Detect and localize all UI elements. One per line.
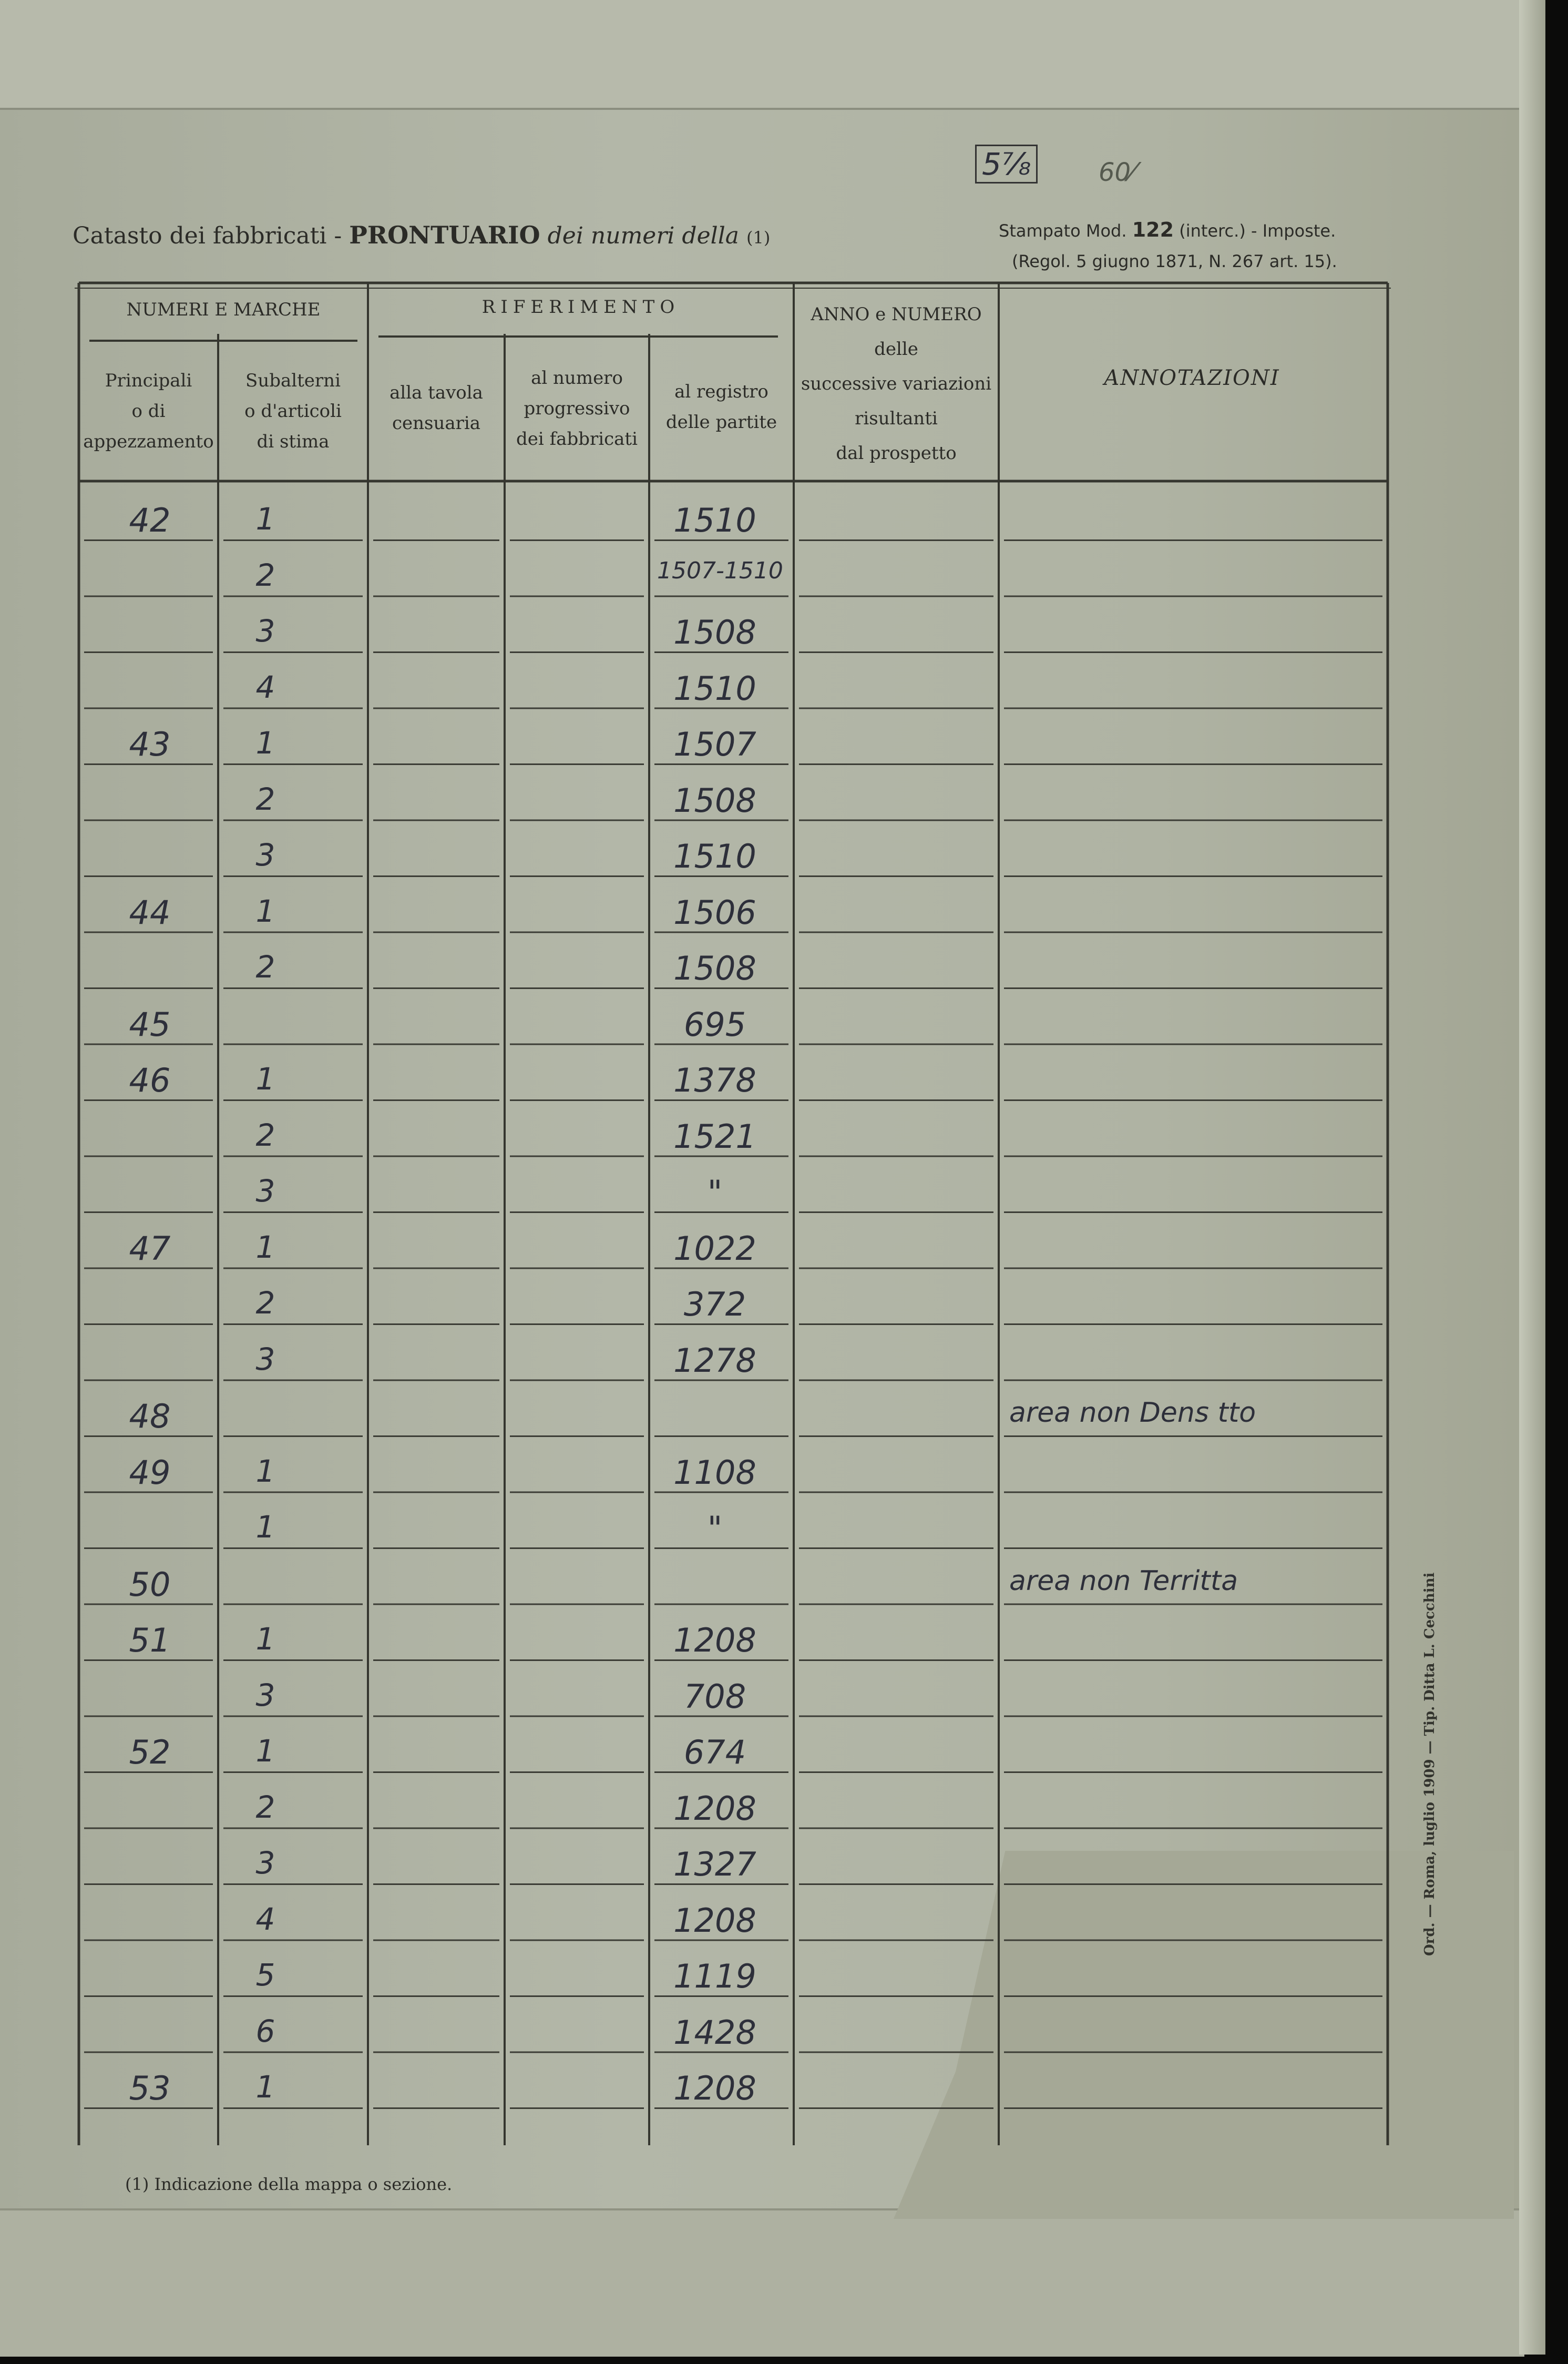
- cell-principale: 52: [129, 1733, 171, 1771]
- header-principali: Principali o di appezzamento: [83, 370, 214, 452]
- cell-subalterno: 1: [255, 501, 275, 537]
- header-subalterni: Subalterni o d'articoli di stima: [244, 370, 342, 452]
- cell-registro: 1508: [673, 781, 756, 820]
- cell-registro: 1510: [673, 837, 756, 875]
- cell-principale: 46: [129, 1061, 171, 1099]
- cell-annotazione: area non Dens tto: [1009, 1397, 1256, 1429]
- cell-registro: 1521: [673, 1117, 756, 1156]
- title-italic: dei numeri della: [547, 222, 739, 249]
- cell-registro: 1108: [673, 1453, 756, 1492]
- cell-registro: 1119: [673, 1957, 756, 1995]
- cell-subalterno: 4: [255, 1901, 275, 1937]
- cell-registro: 1510: [673, 501, 756, 539]
- header-numeri-marche: NUMERI E MARCHE: [126, 299, 321, 320]
- cell-subalterno: 3: [255, 1677, 275, 1713]
- regulation-reference: (Regol. 5 giugno 1871, N. 267 art. 15).: [1012, 251, 1337, 271]
- header-anno: ANNO e NUMERO delle successive variazioni risultanti dal prospetto: [801, 304, 992, 464]
- printer-imprint: Ord. — Roma, luglio 1909 — Tip. Ditta L. Cecchini: [1422, 1572, 1438, 1956]
- cell-registro: 1327: [673, 1845, 756, 1883]
- cell-principale: 45: [129, 1005, 171, 1044]
- cell-registro: 708: [683, 1677, 746, 1716]
- cell-principale: 42: [129, 501, 171, 539]
- cell-subalterno: 3: [255, 1845, 275, 1881]
- cell-principale: 47: [129, 1229, 171, 1268]
- cell-subalterno: 3: [255, 1341, 275, 1377]
- header-registro: al registro delle partite: [665, 381, 777, 433]
- cell-registro: ": [707, 1173, 723, 1211]
- cell-registro: 1510: [673, 669, 756, 708]
- cell-subalterno: 1: [255, 1621, 275, 1657]
- cell-registro: 1378: [673, 1061, 756, 1099]
- cell-subalterno: 5: [255, 1957, 275, 1993]
- header-riferimento: RIFERIMENTO: [481, 297, 680, 318]
- title-prefix: Catasto dei fabbricati -: [73, 222, 350, 249]
- cell-subalterno: 2: [255, 1789, 275, 1825]
- cell-registro: 1208: [673, 2069, 756, 2107]
- cell-registro: 1208: [673, 1789, 756, 1828]
- footnote-mark: (1): [746, 228, 771, 248]
- cell-registro: 1208: [673, 1621, 756, 1659]
- cell-subalterno: 6: [255, 2013, 275, 2049]
- cell-registro: 1506: [673, 893, 756, 932]
- cell-subalterno: 2: [255, 557, 275, 593]
- handwritten-stamp-2: 60⁄: [1099, 158, 1135, 187]
- model-post: (interc.) - Imposte.: [1179, 221, 1336, 241]
- cell-registro: ": [707, 1509, 723, 1547]
- cell-subalterno: 3: [255, 837, 275, 873]
- cell-registro: 1022: [673, 1229, 756, 1268]
- cell-principale: 43: [129, 725, 171, 763]
- cell-annotazione: area non Territta: [1009, 1565, 1238, 1597]
- cell-principale: 49: [129, 1453, 171, 1492]
- footnote: (1) Indicazione della mappa o sezione.: [125, 2174, 453, 2194]
- model-number: 122: [1132, 218, 1174, 241]
- cell-principale: 44: [129, 893, 171, 932]
- cell-subalterno: 1: [255, 1509, 275, 1545]
- handwritten-stamp-1: 5⅞: [975, 145, 1038, 184]
- cell-subalterno: 1: [255, 725, 275, 761]
- model-pre: Stampato Mod.: [999, 221, 1127, 241]
- cell-registro: 1507-1510: [657, 557, 783, 584]
- cell-registro: 1278: [673, 1341, 756, 1380]
- cell-principale: 50: [129, 1565, 171, 1604]
- cell-registro: 1428: [673, 2013, 756, 2052]
- cell-subalterno: 4: [255, 669, 275, 705]
- cell-registro: 1508: [673, 949, 756, 987]
- cell-principale: 48: [129, 1397, 171, 1435]
- cell-subalterno: 1: [255, 2069, 275, 2105]
- cell-subalterno: 1: [255, 1229, 275, 1265]
- cell-subalterno: 1: [255, 893, 275, 929]
- cell-subalterno: 1: [255, 1453, 275, 1489]
- header-tavola: alla tavola censuaria: [390, 382, 483, 434]
- cell-registro: 372: [683, 1285, 746, 1323]
- cell-principale: 51: [129, 1621, 171, 1659]
- cell-subalterno: 3: [255, 613, 275, 649]
- cell-subalterno: 1: [255, 1061, 275, 1097]
- cell-subalterno: 2: [255, 949, 275, 985]
- cell-registro: 1508: [673, 613, 756, 651]
- cell-principale: 53: [129, 2069, 171, 2107]
- cell-subalterno: 2: [255, 1117, 275, 1153]
- cell-subalterno: 1: [255, 1733, 275, 1769]
- cell-registro: 695: [683, 1005, 746, 1044]
- cell-subalterno: 2: [255, 781, 275, 817]
- cell-registro: 1507: [673, 725, 756, 763]
- cell-registro: 674: [683, 1733, 746, 1771]
- cell-registro: 1208: [673, 1901, 756, 1940]
- title-bold: PRONTUARIO: [349, 221, 540, 249]
- header-annotazioni: ANNOTAZIONI: [1104, 366, 1280, 390]
- header-numero: al numero progressivo dei fabbricati: [516, 368, 638, 450]
- cell-subalterno: 2: [255, 1285, 275, 1321]
- cell-subalterno: 3: [255, 1173, 275, 1209]
